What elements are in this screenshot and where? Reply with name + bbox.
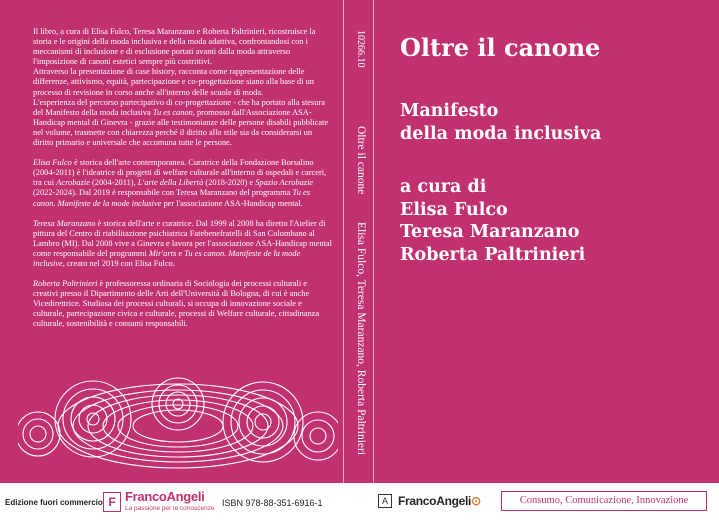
edition-note: Edizione fuori commercio (5, 498, 103, 507)
front-publisher-name: FrancoAngeli⊙ (398, 494, 481, 508)
blurb-intro: Il libro, a cura di Elisa Fulco, Teresa Maranzano e Roberta Paltrinieri, ricostruisce la storia e le origini della moda inclusiva e della moda adattiva, confrontandosi con i meccanismi di inclusione e di esclusione portati avanti dalla moda attraverso l'imposizione di canoni estetici sempre più costrittivi. Attraverso la presentazione di case history, racconta come rappresentazione delle differenze, attivismo, equità, partecipazione e co-progettazione siano alla base di un processo di revisione in corso anche all'interno delle scuole di moda. L'esperienza del percorso partecipativo di co-progettazione - che ha portato alla stesura del Manifesto della moda inclusiva Tu es canon, promosso dall'Associazione ASA-Handicap mental di Ginevra - grazie alle testimonianze delle persone disabili pubblicate nel volume, trasmette con chiarezza perché il diritto allo stile sia da considerarsi un diritto primario e universale che accomuna tutte le persone. (33, 27, 329, 148)
back-cover-blurb (33, 27, 333, 340)
spine-code: 10266.10 (355, 30, 366, 68)
publisher-name: FrancoAngeli (125, 489, 205, 504)
spine-title: Oltre il canone (355, 126, 367, 195)
publisher-tagline: La passione per le conoscenze (125, 505, 215, 512)
bio-teresa-maranzano: Teresa Maranzano è storica dell'arte e curatrice. Dal 1999 al 2008 ha diretto l'Atelier di pittura del Centro di riabilitazione psichiatrica Fatebenefratelli di San Colombano al Lambro (MI). Dal 2008 vive a Ginevra e lavora per l'associazione ASA-Handicap mental come responsabile del programmi Mir'arts e Tu es canon. Manifeste de la mode inclusive, creato nel 2019 con Elisa Fulco. (33, 218, 332, 268)
open-access-logo-icon: A (378, 494, 392, 508)
bio-elisa-fulco: Elisa Fulco è storica dell'arte contemporanea. Curatrice della Fondazione Borsalino (2004-2011) è l'ideatrice di progetti di welfare culturale all'interno di ospedali e carceri, tra cui Acrobazie (2004-2011), L'arte della Libertà (2018-2020) e Spazio Acrobazie (2022-2024). Dal 2019 è responsabile con Teresa Maranzano del programma Tu es canon. Manifeste de la mode inclusive per l'associazione ASA-Handicap mental. (33, 158, 327, 208)
open-access-icon: ⊙ (471, 494, 481, 508)
front-editors: a cura di Elisa Fulco Teresa Maranzano Roberta Paltrinieri (400, 177, 586, 265)
publisher-logo-icon: F (103, 492, 121, 512)
front-title: Oltre il canone (400, 33, 601, 62)
series-label: Consumo, Comunicazione, Innovazione (501, 491, 707, 511)
bio-roberta-paltrinieri: Roberta Paltrinieri è professoressa ordinaria di Sociologia dei processi culturali e creativi presso il Dipartimento delle Arti dell'Università di Bologna, di cui è anche Vicedirettrice. Studiosa dei processi culturali, si occupa di innovazione sociale e culturale, partecipazione civica e culturale, processi di Welfare culturale, cittadinanza culturale, sostenibilità e consumi responsabili. (33, 279, 320, 329)
front-subtitle: Manifesto della moda inclusiva (400, 101, 602, 144)
decorative-circle-pattern (18, 364, 338, 474)
spine-authors: Elisa Fulco, Teresa Maranzano, Roberta Paltrinieri (355, 222, 367, 456)
isbn: ISBN 978-88-351-6916-1 (222, 498, 323, 508)
